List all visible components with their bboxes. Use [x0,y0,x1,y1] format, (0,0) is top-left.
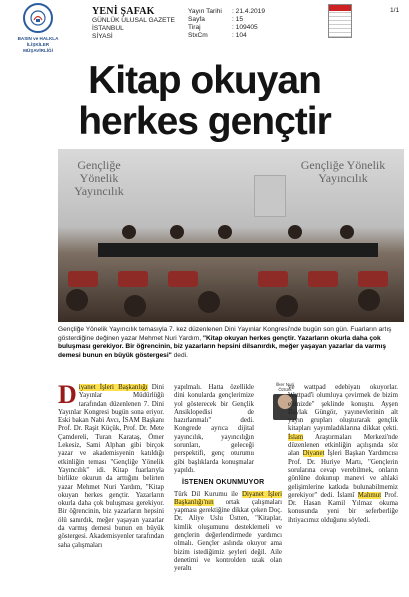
column-text: İşleri Başkan Yardımcısı Prof. Dr. Huriye Martı, "Gençlerin sorularına cevap verebilmek, onların gönlüne dokunup manevi ve ahlaki gelişimlerine katkıda bulunabilmemiz gerekiyor" dedi. İslamî [288,450,398,499]
drop-cap: D [58,380,77,409]
headline [0,60,409,142]
org-logo [6,3,70,61]
photo-chair [358,271,388,287]
meta-key: Tiraj [188,24,201,31]
meta-key: Sayfa [188,16,205,23]
photo-banner-left: Gençliğe Yönelik Yayıncılık [74,158,124,198]
photo-speaker [122,225,136,239]
column-text: yapılmalı. Hatta özellikle dini konularda gençlerimize yol gösterecek bir Gençlik Ansiklopedisi de hazırlanmalı" dedi. Kongrede ayrıca dijital yayıncılık, yayıncılığın sorunları, geleceği perspektifi, genç oturumu gibi başlıklarda konuşmalar yapıldı. [174,384,254,474]
column-text: Araştırmaları Merkezi'nde düzenlenen etkinliğin açılışında söz alan [288,433,398,458]
photo-speaker [218,225,232,239]
caption-tail: dedi. [171,351,188,359]
subheading: İSTENEN OKUNMUYOR [182,479,265,487]
newspaper-name: YENİ ŞAFAK [92,6,155,17]
newspaper-city: İSTANBUL [92,25,124,32]
photo-audience [66,289,88,311]
photo-chair [168,271,198,287]
column-text: ve wattpad edebiyatı okuyorlar. Wattpad'i olumluya çevirmek de bizim elimizde" şeklinde konuştu. Ayşen Baylak Güngör, yayınevlerinin alt yayın grupları oluşturarak gençlik kitapları yayımladıklarına dikkat çekti. [288,384,398,433]
highlight: Diyanet [302,450,325,458]
headline-line2: herkes gençtir [78,100,331,143]
article-column-3 [288,384,398,525]
portrait-name-line1: İlker Nuri [275,382,294,387]
caption-text: Gençliğe Yönelik Yayıncılık temasıyla 7. kez düzenlenen Dini Yayınlar Kongresi'nde bugün son gün. Fuarların artış gösterdiğine değinen yazar Mehmet Nuri Yardım, [58,326,392,342]
page-indicator: 1/1 [390,7,400,14]
clipping-meta [188,8,265,40]
event-photo [58,149,404,322]
highlight: Mahmut [357,491,382,499]
photo-chair [308,271,338,287]
photo-panel-table [98,243,378,257]
publication-info [92,7,175,41]
newspaper-type: GÜNLÜK ULUSAL GAZETE [92,17,175,24]
photo-chair [118,271,148,287]
column-text-2 [174,491,282,574]
column-text: Prof. Dr. Hasan Kamil Yılmaz okuma konusunda yeni bir seferberliğe ihtiyacımız olduğunu söyledi. [288,491,398,524]
meta-value: 15 [235,16,244,23]
org-name-line2: MÜŞAVİRLİĞİ [23,48,53,53]
photo-audience [276,295,298,317]
meta-row: Tiraj : 109405 [188,24,258,31]
photo-audience [358,289,380,311]
article-column-1 [58,380,164,550]
portrait-name-line2: Öztürk [278,387,292,392]
photo-audience [198,291,220,313]
photo-speaker [170,225,184,239]
meta-value: 21.4.2019 [235,8,266,15]
meta-row: Yayın Tarihi : 21.4.2019 [188,8,266,15]
photo-speaker [340,225,354,239]
photo-chair [68,271,98,287]
photo-chair [258,271,288,287]
newspaper-section: SİYASİ [92,33,113,40]
photo-screen [254,175,286,217]
column-text: ortak çalışmaları yapması gerektiğine dikkat çeken Doç. Dr. Aliye Uslu Üstten, "Kitaplar, kimlik oluşumunu desteklemeli ve gençlerin değerlendirmede yardımcı olmalı. Gençler aslında okuyor ama bizim istediğimiz şeyleri değil. Aile denetimi ve kontrolden uzak olan yeraltı [174,498,282,573]
photo-caption [58,326,404,360]
org-emblem-icon [23,3,53,33]
meta-key: Yayın Tarihi [188,8,222,15]
org-name-line1: BASIN ve HALKLA İLİŞKİLER [17,36,59,47]
org-name [6,36,70,54]
photo-banner-right: Gençliğe Yönelik Yayıncılık [300,158,386,185]
column-text: Türk Dil Kurumu ile [174,490,243,498]
article-column-2 [174,384,282,574]
meta-value: 109405 [235,24,258,31]
column-text: Dini Yayınlar Müdürlüğü tarafından düzenlenen 7. Dini Yayınlar Kongresi bugün sona eriyor. Eski bakan Nabi Avcı, İSAM Başkanı Prof. Dr. Raşit Küçük, Prof. Dr. Mete Çamdereli, Turan Karataş, Ömer Lekesiz, Sami Alphan gibi birçok yazar ve akademisyenin katıldığı etkinliğin teması "Gençliğe Yönelik Yayıncılık" idi. Kitap fuarlarıyla birlikte okurun da arttığını belirten yazar Mehmet Nuri Yardım, "Kitap okuyan herkes gençtir. Yazarların okurla daha çok buluşması gerekiyor. Bir öğrencinin, biz yazarların hepsini ölü sanırdık, meğer yaşayan yazarlar da varmış demesi bunun en büyük göstergesi. Akademisyenler tarafından saha çalışmaları [58,384,164,549]
page-thumbnail[interactable] [328,4,352,38]
highlight: İslam [288,433,304,441]
meta-row: Sayfa : 15 [188,16,244,23]
photo-audience [124,295,146,317]
highlight: Diyanet İşleri Başkanlığı'nın [174,490,282,506]
headline-line1: Kitap okuyan [88,59,321,102]
photo-speaker [288,225,302,239]
highlight: iyanet İşleri Başkanlığı [78,384,148,391]
caption-quote: "Kitap okuyan herkes gençtir. Yazarların okurla daha çok buluşması gerekiyor. Bir öğrencinin, biz yazarların hepsini dilsanırdık, meğer yaşayan yazarlar da varmış demesi bunun en büyük göstergesi" [58,334,386,359]
meta-key: StxCm [188,32,208,39]
meta-value: 104 [235,32,247,39]
meta-row: StxCm : 104 [188,32,247,39]
